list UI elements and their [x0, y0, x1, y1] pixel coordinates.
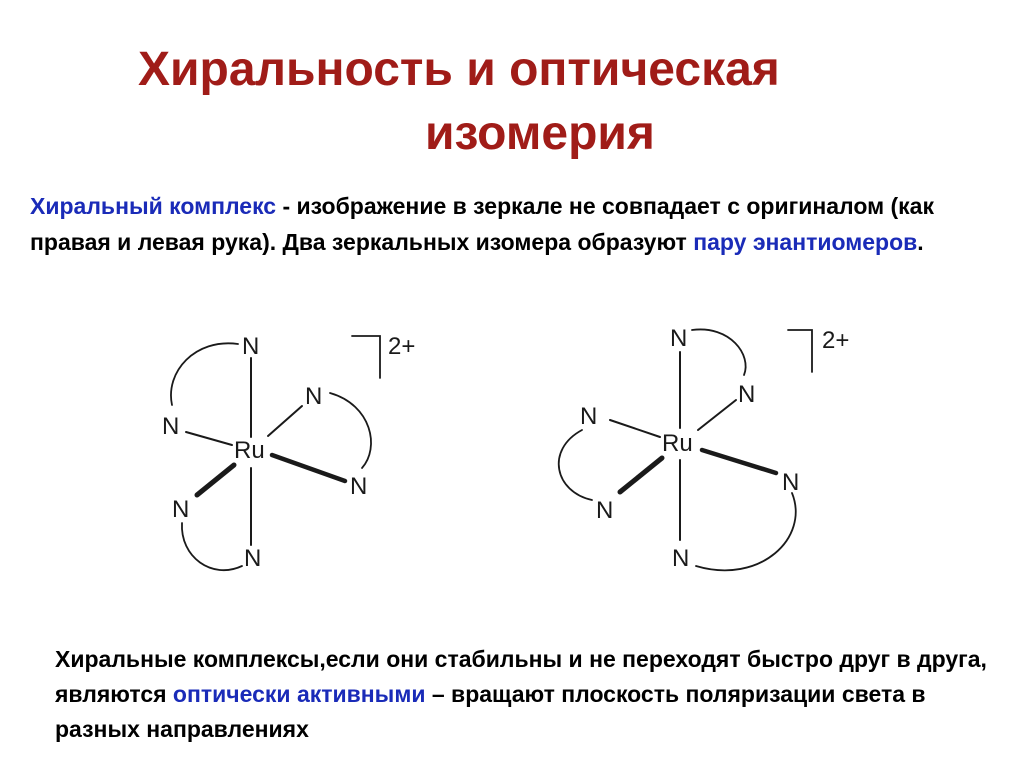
intro-text-1: - изображение в зеркале не совпадает с оригиналом (как правая и левая рука). Два зеркальных изомера образуют: [30, 193, 934, 255]
right-n-bottom: N: [672, 545, 690, 572]
right-chelate-top-right: [692, 329, 746, 375]
intro-paragraph: [30, 188, 990, 260]
left-bond-left-wedge: [197, 465, 234, 495]
left-n-right: N: [350, 473, 368, 500]
left-bond-left: [186, 432, 232, 445]
term-enantiomer-pair: пару энантиомеров: [693, 229, 918, 255]
right-bond-left: [610, 420, 660, 437]
right-metal-label: Ru: [662, 430, 693, 457]
right-n-top: N: [670, 325, 688, 352]
left-bond-right-wedge: [272, 455, 345, 481]
left-n-lower-left: N: [172, 496, 190, 523]
left-isomer: [171, 336, 380, 570]
left-n-upper-right: N: [305, 383, 323, 410]
left-n-left: N: [162, 413, 180, 440]
title-line-1: Хиральность и оптическая: [138, 43, 780, 96]
right-chelate-left: [559, 430, 592, 500]
left-charge-label: 2+: [388, 333, 416, 360]
term-optically-active: оптически активными: [172, 681, 426, 707]
outro-text-2: – вращают плоскость поляризации света в разных направлениях: [55, 681, 926, 742]
right-charge-label: 2+: [822, 327, 850, 354]
right-chelate-bottom-right: [696, 493, 796, 570]
right-charge-bracket: [788, 330, 812, 372]
left-n-top: N: [242, 333, 260, 360]
right-n-lower-left: N: [596, 497, 614, 524]
left-labels: [162, 333, 415, 572]
enantiomer-diagram: [0, 300, 1024, 630]
left-chelate-bottom-left: [182, 523, 242, 570]
outro-text-1: Хиральные комплексы,если они стабильны и не переходят быстро друг в друга, являются: [55, 646, 987, 707]
right-n-left: N: [580, 403, 598, 430]
title-line-2: изомерия: [425, 107, 655, 160]
right-bond-upper-right: [698, 400, 736, 430]
left-n-bottom: N: [244, 545, 262, 572]
right-bond-right-wedge: [702, 450, 776, 473]
left-metal-label: Ru: [234, 437, 265, 464]
intro-text-2: .: [917, 229, 924, 255]
right-n-upper-right: N: [738, 381, 756, 408]
outro-paragraph: [55, 642, 1005, 747]
right-bond-left-wedge: [620, 458, 662, 492]
left-bond-upper-right: [268, 406, 302, 436]
left-chelate-right: [330, 393, 371, 468]
right-n-right: N: [782, 469, 800, 496]
right-labels: [580, 325, 849, 572]
left-chelate-top-left: [171, 343, 238, 405]
term-chiral-complex: Хиральный комплекс: [30, 193, 277, 219]
left-charge-bracket: [352, 336, 380, 378]
